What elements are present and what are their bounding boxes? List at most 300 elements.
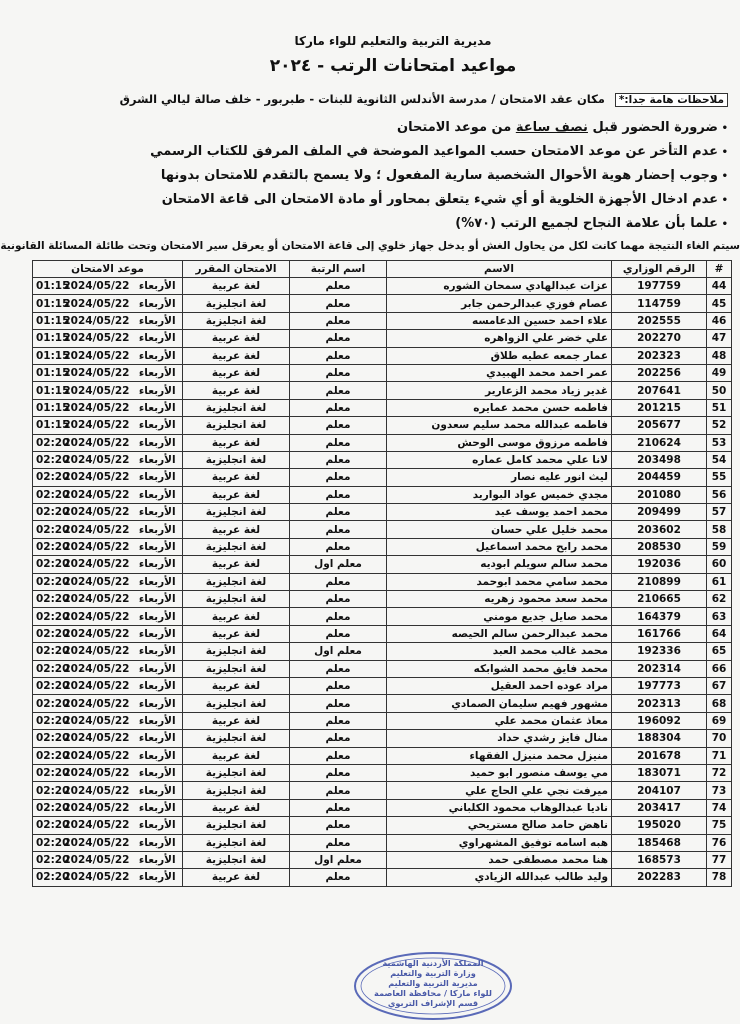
cell-time: 02:20 [33,747,83,764]
cell-exam: لغة انجليزية [183,764,290,781]
cell-rank: معلم [290,399,387,416]
cell-date: 2024/05/22 [83,817,133,834]
table-row [33,591,732,608]
cell-name: علاء احمد حسين الدعامسه [387,312,612,329]
cell-date: 2024/05/22 [83,643,133,660]
cell-exam: لغة عربية [183,364,290,381]
header-num: # [707,261,732,278]
cell-exam: لغة عربية [183,608,290,625]
bullet-item [88,164,728,188]
cell-time: 02:20 [33,817,83,834]
cell-ministry-id: 207641 [612,382,707,399]
cell-name: ناهض حامد صالح مستريحي [387,817,612,834]
cell-exam: لغة عربية [183,278,290,295]
cell-rank: معلم [290,504,387,521]
cell-num: 76 [707,834,732,851]
cell-name: مجدي خميس عواد البواريد [387,486,612,503]
cell-name: محمد رابح محمد اسماعيل [387,538,612,555]
cell-ministry-id: 202313 [612,695,707,712]
cell-time: 02:20 [33,660,83,677]
cell-num: 53 [707,434,732,451]
cell-day: الأربعاء [133,538,183,555]
cell-exam: لغة انجليزية [183,660,290,677]
cell-name: غدير زياد محمد الزعارير [387,382,612,399]
cell-ministry-id: 202314 [612,660,707,677]
table-row [33,608,732,625]
cell-rank: معلم [290,347,387,364]
table-row [33,834,732,851]
cell-date: 2024/05/22 [83,608,133,625]
cell-exam: لغة انجليزية [183,504,290,521]
cell-name: علي خضر علي الزواهره [387,330,612,347]
cell-num: 65 [707,643,732,660]
cell-time: 02:20 [33,504,83,521]
cell-time: 01:15 [33,295,83,312]
cell-time: 02:20 [33,486,83,503]
bullet-text: ضرورة الحضور قبل [587,120,718,135]
cell-name: مراد عوده احمد العقيل [387,677,612,694]
cell-exam: لغة عربية [183,434,290,451]
table-row [33,556,732,573]
header-exam: الامتحان المقرر [183,261,290,278]
bullet-item [88,140,728,164]
cell-exam: لغة انجليزية [183,730,290,747]
cell-exam: لغة انجليزية [183,399,290,416]
cell-day: الأربعاء [133,504,183,521]
notes-label: ملاحظات هامة جدا:* [615,93,728,107]
cell-day: الأربعاء [133,608,183,625]
cell-rank: معلم [290,486,387,503]
table-row [33,573,732,590]
cell-num: 66 [707,660,732,677]
cell-num: 75 [707,817,732,834]
bullet-text: وجوب إحضار هوية الأحوال الشخصية سارية المفعول ؛ ولا يسمح بالتقدم للامتحان بدونها [160,168,718,183]
cell-date: 2024/05/22 [83,712,133,729]
cell-num: 55 [707,469,732,486]
cell-date: 2024/05/22 [83,451,133,468]
cell-ministry-id: 208530 [612,538,707,555]
cell-ministry-id: 203498 [612,451,707,468]
bullet-underlined-text: نصف ساعة [515,120,588,135]
cell-day: الأربعاء [133,347,183,364]
cell-time: 01:15 [33,364,83,381]
cell-ministry-id: 205677 [612,417,707,434]
bullet-dot-icon: • [721,195,728,206]
cell-time: 02:20 [33,851,83,868]
cell-name: مي يوسف منصور ابو حميد [387,764,612,781]
cell-exam: لغة انجليزية [183,451,290,468]
cell-time: 02:20 [33,834,83,851]
cell-num: 45 [707,295,732,312]
cell-ministry-id: 204107 [612,782,707,799]
exam-schedule-table [32,260,732,887]
table-row [33,330,732,347]
table-row [33,695,732,712]
cell-name: عصام فوزي عبدالرحمن جابر [387,295,612,312]
cell-ministry-id: 209499 [612,504,707,521]
cell-exam: لغة عربية [183,469,290,486]
cell-ministry-id: 161766 [612,625,707,642]
cell-ministry-id: 201215 [612,399,707,416]
table-row [33,660,732,677]
cell-num: 47 [707,330,732,347]
cell-name: محمد صايل جديع مومني [387,608,612,625]
table-row [33,312,732,329]
cell-num: 57 [707,504,732,521]
cell-exam: لغة عربية [183,747,290,764]
cell-exam: لغة انجليزية [183,295,290,312]
cell-num: 48 [707,347,732,364]
cell-date: 2024/05/22 [83,364,133,381]
header-rank: اسم الرتبة [290,261,387,278]
cell-day: الأربعاء [133,521,183,538]
bullet-item [88,212,728,236]
cell-date: 2024/05/22 [83,538,133,555]
cell-date: 2024/05/22 [83,573,133,590]
cell-rank: معلم [290,295,387,312]
cell-name: محمد سامي محمد ابوحمد [387,573,612,590]
cell-rank: معلم [290,521,387,538]
cell-rank: معلم [290,747,387,764]
cell-exam: لغة انجليزية [183,312,290,329]
cell-time: 02:20 [33,782,83,799]
cell-name: هنا محمد مصطفى حمد [387,851,612,868]
cell-time: 02:20 [33,712,83,729]
cell-name: هبه اسامه توفيق المشهراوي [387,834,612,851]
cell-exam: لغة عربية [183,799,290,816]
table-row [33,347,732,364]
cell-exam: لغة انجليزية [183,834,290,851]
cell-name: ميرفت نجي علي الحاج علي [387,782,612,799]
cell-day: الأربعاء [133,469,183,486]
bullet-item [88,188,728,212]
cell-ministry-id: 168573 [612,851,707,868]
table-row [33,764,732,781]
cell-date: 2024/05/22 [83,556,133,573]
cell-name: وليد طالب عبدالله الزيادي [387,869,612,886]
cell-time: 01:15 [33,417,83,434]
cell-date: 2024/05/22 [83,295,133,312]
cell-exam: لغة عربية [183,556,290,573]
cell-ministry-id: 202283 [612,869,707,886]
cell-time: 02:20 [33,730,83,747]
bullet-text: من موعد الامتحان [397,120,516,135]
cell-date: 2024/05/22 [83,330,133,347]
cell-ministry-id: 197773 [612,677,707,694]
cell-day: الأربعاء [133,451,183,468]
cell-rank: معلم [290,695,387,712]
cell-ministry-id: 202270 [612,330,707,347]
cell-name: محمد غالب محمد العبد [387,643,612,660]
bullet-text: علما بأن علامة النجاح لجميع الرتب (٧٠%) [455,216,718,231]
cell-rank: معلم [290,660,387,677]
table-row [33,364,732,381]
cell-day: الأربعاء [133,417,183,434]
bullet-text: عدم التأخر عن موعد الامتحان حسب المواعيد الموضحة في الملف المرفق للكتاب الرسمي [150,144,718,159]
cell-day: الأربعاء [133,399,183,416]
cell-exam: لغة انجليزية [183,573,290,590]
cell-day: الأربعاء [133,764,183,781]
cell-date: 2024/05/22 [83,521,133,538]
cell-ministry-id: 183071 [612,764,707,781]
cell-ministry-id: 201678 [612,747,707,764]
cell-exam: لغة عربية [183,382,290,399]
cell-name: عزات عبدالهادي سمحان الشوره [387,278,612,295]
cell-day: الأربعاء [133,434,183,451]
cell-ministry-id: 210665 [612,591,707,608]
cell-ministry-id: 210624 [612,434,707,451]
cell-rank: معلم [290,364,387,381]
cell-exam: لغة انجليزية [183,782,290,799]
cell-date: 2024/05/22 [83,869,133,886]
cell-day: الأربعاء [133,869,183,886]
cell-day: الأربعاء [133,660,183,677]
cell-rank: معلم [290,330,387,347]
cell-num: 58 [707,521,732,538]
table-row [33,851,732,868]
cell-rank: معلم [290,591,387,608]
cell-exam: لغة عربية [183,330,290,347]
cell-num: 52 [707,417,732,434]
cell-date: 2024/05/22 [83,851,133,868]
cell-day: الأربعاء [133,364,183,381]
cell-time: 02:20 [33,591,83,608]
cell-date: 2024/05/22 [83,677,133,694]
table-row [33,295,732,312]
cell-exam: لغة عربية [183,869,290,886]
cell-time: 02:20 [33,643,83,660]
cell-num: 63 [707,608,732,625]
cell-day: الأربعاء [133,747,183,764]
cell-num: 78 [707,869,732,886]
header-time: موعد الامتحان [33,261,183,278]
cell-exam: لغة انجليزية [183,695,290,712]
table-row [33,643,732,660]
cell-day: الأربعاء [133,556,183,573]
cell-ministry-id: 196092 [612,712,707,729]
cell-time: 02:20 [33,556,83,573]
cell-rank: معلم [290,799,387,816]
exam-location: مكان عقد الامتحان / مدرسة الأندلس الثانوية للبنات - طبربور - خلف صالة ليالي الشرق [119,92,605,106]
cell-day: الأربعاء [133,591,183,608]
cell-rank: معلم اول [290,556,387,573]
cell-num: 56 [707,486,732,503]
cell-day: الأربعاء [133,730,183,747]
table-row [33,869,732,886]
cell-time: 02:20 [33,573,83,590]
cell-ministry-id: 164379 [612,608,707,625]
cell-date: 2024/05/22 [83,434,133,451]
cell-rank: معلم اول [290,643,387,660]
cell-time: 01:15 [33,278,83,295]
cell-exam: لغة انجليزية [183,643,290,660]
cell-name: فاطمه عبدالله محمد سليم سعدون [387,417,612,434]
cell-day: الأربعاء [133,312,183,329]
table-row [33,677,732,694]
cell-num: 61 [707,573,732,590]
cell-date: 2024/05/22 [83,625,133,642]
cell-date: 2024/05/22 [83,469,133,486]
table-row [33,469,732,486]
cell-ministry-id: 210899 [612,573,707,590]
official-stamp [352,950,514,1020]
cell-ministry-id: 204459 [612,469,707,486]
cell-name: فاطمه حسن محمد عمايره [387,399,612,416]
cell-date: 2024/05/22 [83,799,133,816]
cell-num: 72 [707,764,732,781]
cell-day: الأربعاء [133,573,183,590]
stamp-line: وزارة التربية والتعليم [390,968,476,978]
stamp-text [352,958,514,1008]
cell-rank: معلم [290,382,387,399]
cell-time: 01:15 [33,312,83,329]
directorate-heading: مديرية التربية والتعليم للواء ماركا [294,34,492,48]
table-header-row [33,261,732,278]
header-name: الاسم [387,261,612,278]
cell-rank: معلم [290,312,387,329]
cell-day: الأربعاء [133,330,183,347]
cell-exam: لغة عربية [183,677,290,694]
cell-date: 2024/05/22 [83,730,133,747]
cell-exam: لغة انجليزية [183,591,290,608]
table-row [33,538,732,555]
table-row [33,730,732,747]
bullet-text: عدم ادخال الأجهزة الخلوية أو أي شيء يتعلق بمحاور أو مادة الامتحان الى قاعة الامتحان [161,192,718,207]
cell-num: 54 [707,451,732,468]
cell-day: الأربعاء [133,278,183,295]
cell-ministry-id: 203602 [612,521,707,538]
cell-ministry-id: 202256 [612,364,707,381]
cell-date: 2024/05/22 [83,747,133,764]
page-title: مواعيد امتحانات الرتب - ٢٠٢٤ [269,56,517,76]
cell-exam: لغة انجليزية [183,851,290,868]
cell-day: الأربعاء [133,295,183,312]
cell-time: 02:20 [33,434,83,451]
cell-num: 49 [707,364,732,381]
cell-num: 64 [707,625,732,642]
stamp-line: المملكة الأردنية الهاشمية [382,958,484,968]
cell-day: الأربعاء [133,799,183,816]
cell-num: 44 [707,278,732,295]
cell-num: 67 [707,677,732,694]
cell-exam: لغة عربية [183,625,290,642]
cell-exam: لغة عربية [183,712,290,729]
notes-bullets [88,116,728,236]
cell-name: محمد فايق محمد الشوابكه [387,660,612,677]
cell-rank: معلم [290,608,387,625]
cell-ministry-id: 114759 [612,295,707,312]
cell-name: محمد احمد يوسف عيد [387,504,612,521]
cell-rank: معلم [290,712,387,729]
cell-date: 2024/05/22 [83,278,133,295]
cell-rank: معلم [290,869,387,886]
cell-date: 2024/05/22 [83,486,133,503]
cell-time: 01:15 [33,330,83,347]
cell-num: 68 [707,695,732,712]
cell-date: 2024/05/22 [83,347,133,364]
cell-date: 2024/05/22 [83,591,133,608]
cell-num: 70 [707,730,732,747]
cell-day: الأربعاء [133,625,183,642]
cell-num: 60 [707,556,732,573]
cell-date: 2024/05/22 [83,312,133,329]
cell-name: ليث انور عليه نصار [387,469,612,486]
table-row [33,486,732,503]
cell-day: الأربعاء [133,817,183,834]
table-row [33,451,732,468]
cell-rank: معلم [290,834,387,851]
cell-ministry-id: 188304 [612,730,707,747]
stamp-line: قسم الإشراف التربوي [387,998,479,1008]
cell-date: 2024/05/22 [83,504,133,521]
cell-rank: معلم [290,782,387,799]
cell-ministry-id: 203417 [612,799,707,816]
cell-num: 71 [707,747,732,764]
table-row [33,278,732,295]
cell-ministry-id: 202323 [612,347,707,364]
bullet-dot-icon: • [721,123,728,134]
cell-rank: معلم [290,625,387,642]
cell-exam: لغة انجليزية [183,538,290,555]
notes-location-row [56,92,728,112]
cell-date: 2024/05/22 [83,660,133,677]
cell-name: ناديا عبدالوهاب محمود الكلباني [387,799,612,816]
cell-num: 62 [707,591,732,608]
stamp-line: مديرية التربية والتعليم [388,978,478,988]
table-row [33,782,732,799]
cell-time: 02:20 [33,521,83,538]
cell-time: 02:20 [33,625,83,642]
table-body [33,278,732,887]
cell-time: 02:20 [33,469,83,486]
cell-name: مشهور فهيم سليمان الصمادي [387,695,612,712]
table-row [33,399,732,416]
cell-rank: معلم [290,434,387,451]
cell-date: 2024/05/22 [83,695,133,712]
cell-num: 69 [707,712,732,729]
cell-day: الأربعاء [133,782,183,799]
bullet-dot-icon: • [721,219,728,230]
cell-name: محمد سعد محمود زهريه [387,591,612,608]
cell-name: عمر احمد محمد الهبيدي [387,364,612,381]
cell-rank: معلم [290,451,387,468]
cell-ministry-id: 192036 [612,556,707,573]
cell-rank: معلم [290,469,387,486]
cell-ministry-id: 197759 [612,278,707,295]
cell-exam: لغة انجليزية [183,417,290,434]
cell-time: 02:20 [33,869,83,886]
bullet-item [88,116,728,140]
cell-num: 51 [707,399,732,416]
cell-day: الأربعاء [133,643,183,660]
cell-rank: معلم [290,538,387,555]
cell-rank: معلم [290,417,387,434]
cancellation-warning: سيتم الغاء النتيجة مهما كانت لكل من يحاول الغش أو يدخل جهاز خلوي إلى قاعة الامتحان أو يعرقل سير الامتحان وتحت طائلة المسائلة القانونية [0,240,740,252]
cell-name: محمد عبدالرحمن سالم الحيصه [387,625,612,642]
cell-rank: معلم [290,730,387,747]
table-row [33,521,732,538]
cell-day: الأربعاء [133,712,183,729]
cell-rank: معلم [290,764,387,781]
cell-day: الأربعاء [133,382,183,399]
cell-ministry-id: 195020 [612,817,707,834]
cell-rank: معلم [290,817,387,834]
cell-day: الأربعاء [133,695,183,712]
cell-time: 01:15 [33,382,83,399]
cell-num: 77 [707,851,732,868]
cell-name: محمد سالم سويلم ابوديه [387,556,612,573]
cell-exam: لغة انجليزية [183,817,290,834]
